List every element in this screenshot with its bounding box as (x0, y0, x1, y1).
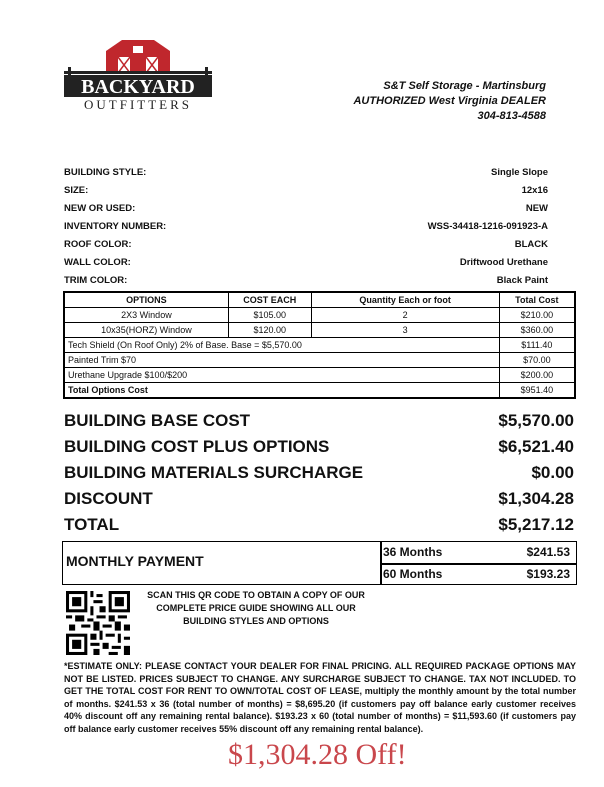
table-row (64, 308, 575, 323)
spec-label-inventory-number: INVENTORY NUMBER: (64, 221, 167, 232)
spec-value-building-style: Single Slope (490, 167, 548, 178)
spec-value-inventory-number: WSS-34418-1216-091923-A (427, 221, 548, 232)
total-options-label: Total Options Cost (64, 383, 499, 399)
dealer-name: S&T Self Storage - Martinsburg (383, 80, 546, 92)
spec-label-new-or-used: NEW OR USED: (64, 203, 136, 214)
plan-amount-60: $193.23 (526, 567, 570, 581)
qr-instructions: SCAN THIS QR CODE TO OBTAIN A COPY OF OUR COMPLETE PRICE GUIDE SHOWING ALL OUR BUILDING STYLES AND OPTIONS (147, 590, 365, 626)
discount-label: DISCOUNT (64, 489, 153, 508)
total-options-value: $951.40 (499, 383, 575, 399)
qr-code-icon[interactable] (66, 591, 130, 655)
spec-label-roof-color: ROOF COLOR: (64, 239, 132, 250)
surcharge-value: $0.00 (531, 463, 574, 482)
extra-option-name: Painted Trim $70 (64, 353, 499, 368)
option-name: 2X3 Window (64, 308, 228, 323)
extra-option-total: $70.00 (499, 353, 575, 368)
table-total-row (64, 383, 575, 399)
spec-value-roof-color: BLACK (514, 239, 548, 250)
spec-label-wall-color: WALL COLOR: (64, 257, 131, 268)
spec-value-new-or-used: NEW (525, 203, 548, 214)
plan-amount-36: $241.53 (526, 545, 570, 559)
extra-option-total: $111.40 (499, 338, 575, 353)
barn-icon (106, 40, 170, 73)
header-quantity: Quantity Each or foot (311, 292, 499, 308)
dealer-phone: 304-813-4588 (477, 110, 546, 122)
plan-term-36: 36 Months (383, 545, 443, 559)
extra-option-total: $200.00 (499, 368, 575, 383)
backyard-outfitters-logo (64, 37, 212, 113)
header-total-cost: Total Cost (499, 292, 575, 308)
disclaimer-text: *ESTIMATE ONLY: PLEASE CONTACT YOUR DEALER FOR FINAL PRICING. ALL REQUIRED PACKAGE OPTIONS MAY NOT BE LISTED. PRICES SUBJECT TO CHANGE. ANY SURCHARGE SUBJECT TO CHANGE. TAX NOT INCLUDED. TO GET THE TOTAL COST FOR RENT TO OWN/TOTAL COST OF LEASE, multiply the monthly amount by the total number of months. $241.53 x 36 (total number of months) = $8,695.20 (if customers pay off balance early customer receives 40% discount off any remaining rental balance). $193.23 x 60 (total number of months) = $11,593.60 (if customers pay off balance early customer receives 55% discount off any remaining rental balance). (64, 661, 576, 734)
monthly-payment-label: MONTHLY PAYMENT (66, 553, 204, 569)
dealer-authorization: AUTHORIZED West Virginia DEALER (353, 95, 546, 107)
monthly-hline (380, 563, 576, 565)
total-label: TOTAL (64, 515, 120, 534)
option-cost-each: $120.00 (228, 323, 311, 338)
monthly-payment-box (62, 541, 577, 585)
discount-watermark: $1,304.28 Off! (228, 738, 407, 771)
plan-term-60: 60 Months (383, 567, 443, 581)
surcharge-label: BUILDING MATERIALS SURCHARGE (64, 463, 364, 482)
option-cost-each: $105.00 (228, 308, 311, 323)
spec-label-size: SIZE: (64, 185, 89, 196)
option-total: $360.00 (499, 323, 575, 338)
base-cost-value: $5,570.00 (498, 411, 574, 430)
table-header-row (64, 292, 575, 308)
total-value: $5,217.12 (498, 515, 574, 534)
spec-value-trim-color: Black Paint (496, 275, 548, 286)
option-total: $210.00 (499, 308, 575, 323)
cost-plus-options-value: $6,521.40 (498, 437, 574, 456)
spec-value-size: 12x16 (521, 185, 548, 196)
header-cost-each: COST EACH (228, 292, 311, 308)
spec-label-trim-color: TRIM COLOR: (64, 275, 128, 286)
table-row (64, 368, 575, 383)
logo-line1: BACKYARD (81, 76, 195, 98)
option-qty: 3 (311, 323, 499, 338)
option-name: 10x35(HORZ) Window (64, 323, 228, 338)
spec-label-building-style: BUILDING STYLE: (64, 167, 147, 178)
table-row (64, 353, 575, 368)
options-table (63, 291, 576, 399)
table-row (64, 323, 575, 338)
logo-line2: OUTFITTERS (84, 97, 192, 112)
discount-value: $1,304.28 (498, 489, 574, 508)
table-row (64, 338, 575, 353)
header-options: OPTIONS (64, 292, 228, 308)
extra-option-name: Urethane Upgrade $100/$200 (64, 368, 499, 383)
extra-option-name: Tech Shield (On Roof Only) 2% of Base. Base = $5,570.00 (64, 338, 499, 353)
cost-plus-options-label: BUILDING COST PLUS OPTIONS (64, 437, 330, 456)
base-cost-label: BUILDING BASE COST (64, 411, 251, 430)
option-qty: 2 (311, 308, 499, 323)
spec-value-wall-color: Driftwood Urethane (459, 257, 548, 268)
